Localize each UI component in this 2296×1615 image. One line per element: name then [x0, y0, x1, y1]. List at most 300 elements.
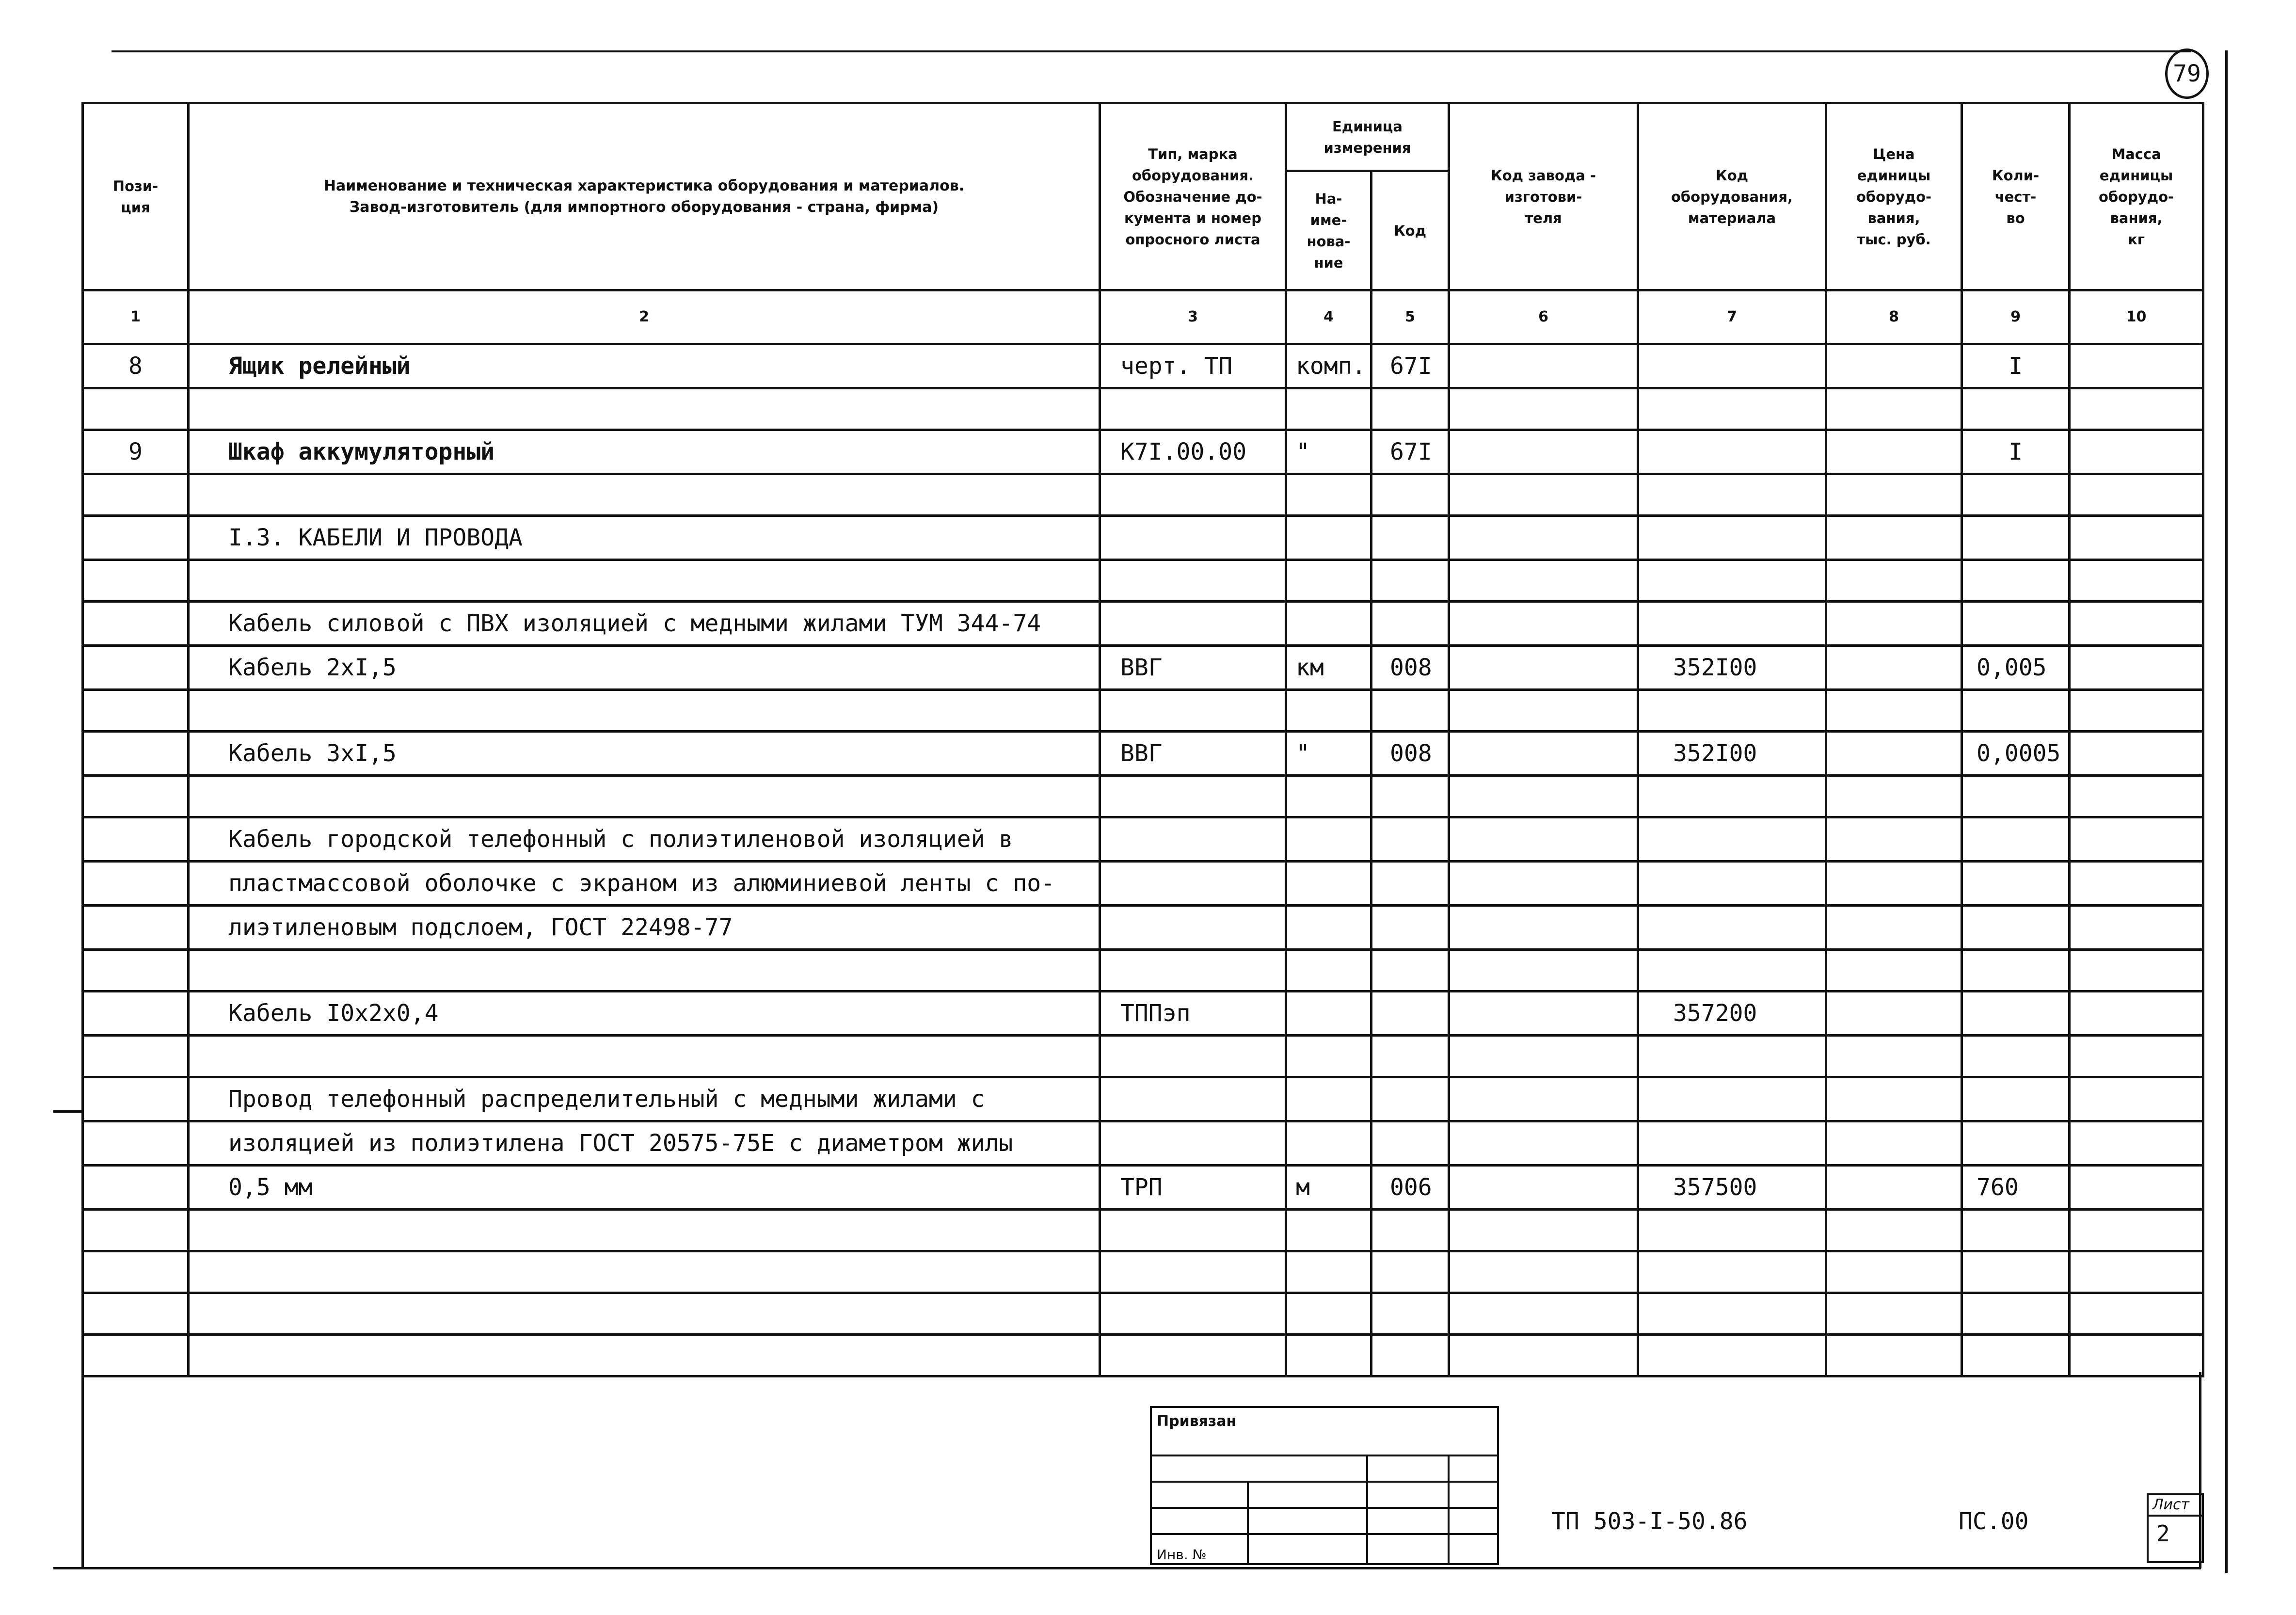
cell-maker-code — [1449, 862, 1638, 906]
table-row — [83, 1335, 2203, 1376]
cell-position — [83, 732, 189, 776]
cell-position — [83, 817, 189, 862]
cell-maker-code — [1449, 1293, 1638, 1335]
cell-unit-name — [1286, 1293, 1371, 1335]
cell-name: Кабель I0х2х0,4 — [189, 991, 1100, 1036]
cell-mass — [2070, 776, 2203, 817]
cell-maker-code — [1449, 344, 1638, 388]
cell-maker-code — [1449, 1121, 1638, 1166]
table-row — [83, 474, 2203, 516]
cell-quantity — [1962, 1335, 2070, 1376]
cell-unit-name — [1286, 950, 1371, 991]
cell-mass — [2070, 991, 2203, 1036]
cell-maker-code — [1449, 1077, 1638, 1121]
cell-mass — [2070, 1293, 2203, 1335]
cell-price — [1826, 602, 1962, 646]
table-row — [83, 906, 2203, 950]
cell-unit-code — [1371, 690, 1449, 732]
cell-quantity — [1962, 906, 2070, 950]
cell-type — [1100, 1121, 1286, 1166]
cell-price — [1826, 862, 1962, 906]
cell-unit-name — [1286, 817, 1371, 862]
cell-quantity — [1962, 1077, 2070, 1121]
cell-quantity: 760 — [1962, 1166, 2070, 1210]
table-row — [83, 1251, 2203, 1293]
cell-type: ВВГ — [1100, 732, 1286, 776]
cell-maker-code — [1449, 776, 1638, 817]
cell-unit-name — [1286, 690, 1371, 732]
header-quantity: Коли- чест- во — [1962, 103, 2070, 290]
cell-material-code — [1638, 1210, 1826, 1251]
cell-price — [1826, 1166, 1962, 1210]
cell-maker-code — [1449, 1210, 1638, 1251]
cell-position — [83, 1121, 189, 1166]
cell-position — [83, 1293, 189, 1335]
cell-price — [1826, 690, 1962, 732]
cell-name — [189, 1210, 1100, 1251]
cell-unit-name: км — [1286, 646, 1371, 690]
table-row — [83, 690, 2203, 732]
cell-name: Провод телефонный распределительный с медными жилами с — [189, 1077, 1100, 1121]
cell-unit-code — [1371, 991, 1449, 1036]
cell-material-code — [1638, 817, 1826, 862]
cell-unit-code — [1371, 817, 1449, 862]
cell-maker-code — [1449, 906, 1638, 950]
cell-type: ВВГ — [1100, 646, 1286, 690]
cell-unit-code — [1371, 906, 1449, 950]
cell-mass — [2070, 950, 2203, 991]
cell-maker-code — [1449, 950, 1638, 991]
cell-quantity: I — [1962, 344, 2070, 388]
specification-rows — [83, 344, 2203, 1376]
cell-mass — [2070, 344, 2203, 388]
cell-type — [1100, 862, 1286, 906]
page-number-badge — [2165, 48, 2209, 99]
cell-position — [83, 1335, 189, 1376]
cell-price — [1826, 646, 1962, 690]
cell-unit-code — [1371, 602, 1449, 646]
cell-price — [1826, 430, 1962, 474]
cell-type — [1100, 906, 1286, 950]
cell-material-code — [1638, 690, 1826, 732]
cell-unit-code — [1371, 1036, 1449, 1077]
cell-unit-name: " — [1286, 732, 1371, 776]
cell-name — [189, 474, 1100, 516]
cell-type: К7I.00.00 — [1100, 430, 1286, 474]
cell-unit-code — [1371, 1210, 1449, 1251]
cell-material-code — [1638, 1121, 1826, 1166]
cell-position: 9 — [83, 430, 189, 474]
cell-maker-code — [1449, 1251, 1638, 1293]
cell-position — [83, 950, 189, 991]
cell-mass — [2070, 560, 2203, 602]
cell-name — [189, 690, 1100, 732]
sheet-number: 2 — [2156, 1520, 2170, 1547]
cell-quantity: 0,005 — [1962, 646, 2070, 690]
header-price: Цена единицы оборудо- вания, тыс. руб. — [1826, 103, 1962, 290]
cell-unit-code: 67I — [1371, 344, 1449, 388]
cell-name — [189, 776, 1100, 817]
cell-quantity: I — [1962, 430, 2070, 474]
sheet-label: Лист — [2152, 1496, 2190, 1513]
cell-maker-code — [1449, 732, 1638, 776]
cell-name: Кабель силовой с ПВХ изоляцией с медными жилами ТУМ 344-74 — [189, 602, 1100, 646]
cell-mass — [2070, 430, 2203, 474]
cell-material-code — [1638, 906, 1826, 950]
cell-mass — [2070, 646, 2203, 690]
page-number: 79 — [2173, 60, 2201, 87]
cell-unit-name — [1286, 388, 1371, 430]
column-number: 4 — [1286, 290, 1371, 344]
cell-maker-code — [1449, 646, 1638, 690]
cell-name — [189, 950, 1100, 991]
cell-maker-code — [1449, 991, 1638, 1036]
cell-unit-code — [1371, 560, 1449, 602]
cell-unit-name: комп. — [1286, 344, 1371, 388]
table-row — [83, 388, 2203, 430]
table-row — [83, 1210, 2203, 1251]
cell-price — [1826, 732, 1962, 776]
cell-unit-name — [1286, 560, 1371, 602]
cell-maker-code — [1449, 560, 1638, 602]
cell-mass — [2070, 516, 2203, 560]
lower-left-frame-line — [81, 1372, 84, 1568]
cell-name: Кабель городской телефонный с полиэтиленовой изоляцией в — [189, 817, 1100, 862]
cell-name: Ящик релейный — [189, 344, 1100, 388]
cell-material-code — [1638, 344, 1826, 388]
approval-stamp — [1150, 1406, 1499, 1565]
cell-price — [1826, 1077, 1962, 1121]
cell-quantity — [1962, 516, 2070, 560]
cell-position — [83, 1077, 189, 1121]
right-frame-line — [2225, 50, 2228, 1573]
cell-type — [1100, 516, 1286, 560]
cell-material-code — [1638, 430, 1826, 474]
cell-unit-code: 008 — [1371, 732, 1449, 776]
cell-unit-name — [1286, 1077, 1371, 1121]
cell-mass — [2070, 1121, 2203, 1166]
header-maker-code: Код завода - изготови- теля — [1449, 103, 1638, 290]
cell-material-code — [1638, 602, 1826, 646]
cell-mass — [2070, 1036, 2203, 1077]
cell-material-code — [1638, 474, 1826, 516]
table-row — [83, 646, 2203, 690]
column-number: 5 — [1371, 290, 1449, 344]
cell-position — [83, 862, 189, 906]
cell-unit-name — [1286, 991, 1371, 1036]
table-row — [83, 732, 2203, 776]
column-number: 1 — [83, 290, 189, 344]
table-row — [83, 776, 2203, 817]
cell-position — [83, 776, 189, 817]
cell-name — [189, 560, 1100, 602]
column-number: 3 — [1100, 290, 1286, 344]
cell-quantity: 0,0005 — [1962, 732, 2070, 776]
cell-unit-code — [1371, 388, 1449, 430]
cell-position — [83, 1210, 189, 1251]
cell-unit-code — [1371, 1293, 1449, 1335]
cell-type — [1100, 1077, 1286, 1121]
table-row — [83, 1293, 2203, 1335]
cell-position — [83, 646, 189, 690]
cell-price — [1826, 991, 1962, 1036]
column-number: 9 — [1962, 290, 2070, 344]
cell-maker-code — [1449, 516, 1638, 560]
header-type: Тип, марка оборудования. Обозначение до- кумента и номер опросного листа — [1100, 103, 1286, 290]
table-row — [83, 817, 2203, 862]
header-unit-code: Код — [1371, 171, 1449, 290]
cell-material-code — [1638, 1335, 1826, 1376]
table-row — [83, 1036, 2203, 1077]
cell-mass — [2070, 602, 2203, 646]
cell-type: черт. ТП — [1100, 344, 1286, 388]
cell-type — [1100, 950, 1286, 991]
cell-maker-code — [1449, 388, 1638, 430]
cell-type — [1100, 776, 1286, 817]
cell-unit-code: 008 — [1371, 646, 1449, 690]
cell-quantity — [1962, 602, 2070, 646]
cell-position — [83, 991, 189, 1036]
cell-price — [1826, 560, 1962, 602]
cell-material-code — [1638, 1251, 1826, 1293]
cell-quantity — [1962, 388, 2070, 430]
table-row — [83, 602, 2203, 646]
cell-maker-code — [1449, 1166, 1638, 1210]
cell-maker-code — [1449, 430, 1638, 474]
table-row — [83, 516, 2203, 560]
cell-material-code — [1638, 1036, 1826, 1077]
cell-unit-code: 006 — [1371, 1166, 1449, 1210]
table-row — [83, 344, 2203, 388]
cell-name: лиэтиленовым подслоем, ГОСТ 22498-77 — [189, 906, 1100, 950]
cell-unit-code: 67I — [1371, 430, 1449, 474]
cell-material-code — [1638, 950, 1826, 991]
cell-quantity — [1962, 1293, 2070, 1335]
header-name: Наименование и техническая характеристика оборудования и материалов. Завод-изготовитель (для импортного оборудования - страна, фирма) — [189, 103, 1100, 290]
cell-maker-code — [1449, 602, 1638, 646]
cell-material-code: 357200 — [1638, 991, 1826, 1036]
cell-position — [83, 602, 189, 646]
cell-unit-code — [1371, 1335, 1449, 1376]
cell-position — [83, 690, 189, 732]
cell-material-code — [1638, 1293, 1826, 1335]
cell-unit-code — [1371, 862, 1449, 906]
cell-unit-name: " — [1286, 430, 1371, 474]
cell-mass — [2070, 862, 2203, 906]
column-number: 6 — [1449, 290, 1638, 344]
cell-mass — [2070, 906, 2203, 950]
table-row — [83, 560, 2203, 602]
cell-quantity — [1962, 1251, 2070, 1293]
column-number: 10 — [2070, 290, 2203, 344]
column-number: 7 — [1638, 290, 1826, 344]
table-row — [83, 1121, 2203, 1166]
cell-quantity — [1962, 690, 2070, 732]
cell-material-code: 357500 — [1638, 1166, 1826, 1210]
cell-mass — [2070, 1077, 2203, 1121]
cell-price — [1826, 776, 1962, 817]
bottom-frame-line — [53, 1567, 2201, 1569]
cell-name: Кабель 2хI,5 — [189, 646, 1100, 690]
cell-name: I.3. КАБЕЛИ И ПРОВОДА — [189, 516, 1100, 560]
cell-material-code — [1638, 862, 1826, 906]
cell-unit-name — [1286, 1335, 1371, 1376]
cell-unit-code — [1371, 474, 1449, 516]
cell-unit-code — [1371, 950, 1449, 991]
cell-position — [83, 388, 189, 430]
cell-material-code — [1638, 776, 1826, 817]
cell-type — [1100, 602, 1286, 646]
cell-type — [1100, 1335, 1286, 1376]
cell-price — [1826, 906, 1962, 950]
cell-mass — [2070, 732, 2203, 776]
cell-price — [1826, 516, 1962, 560]
cell-unit-name — [1286, 1036, 1371, 1077]
cell-position — [83, 1251, 189, 1293]
cell-mass — [2070, 690, 2203, 732]
cell-material-code: 352I00 — [1638, 646, 1826, 690]
cell-price — [1826, 344, 1962, 388]
cell-unit-name — [1286, 516, 1371, 560]
cell-type — [1100, 1293, 1286, 1335]
top-dashed-rule — [112, 50, 2191, 52]
cell-mass — [2070, 1251, 2203, 1293]
cell-unit-name — [1286, 602, 1371, 646]
cell-type — [1100, 474, 1286, 516]
cell-unit-code — [1371, 516, 1449, 560]
cell-unit-code — [1371, 776, 1449, 817]
cell-quantity — [1962, 474, 2070, 516]
header-unit-group: Единица измерения — [1286, 103, 1449, 171]
cell-name — [189, 1036, 1100, 1077]
sheet-number-box — [2147, 1493, 2204, 1563]
cell-name — [189, 1251, 1100, 1293]
cell-maker-code — [1449, 474, 1638, 516]
cell-maker-code — [1449, 1335, 1638, 1376]
cell-name: 0,5 мм — [189, 1166, 1100, 1210]
cell-price — [1826, 1121, 1962, 1166]
cell-price — [1826, 1293, 1962, 1335]
cell-mass — [2070, 388, 2203, 430]
cell-quantity — [1962, 817, 2070, 862]
cell-unit-code — [1371, 1251, 1449, 1293]
cell-type — [1100, 388, 1286, 430]
cell-quantity — [1962, 862, 2070, 906]
cell-material-code — [1638, 1077, 1826, 1121]
header-position: Пози- ция — [83, 103, 189, 290]
cell-name: Шкаф аккумуляторный — [189, 430, 1100, 474]
cell-position — [83, 1166, 189, 1210]
cell-unit-name — [1286, 776, 1371, 817]
cell-unit-code — [1371, 1121, 1449, 1166]
cell-position — [83, 1036, 189, 1077]
cell-name: изоляцией из полиэтилена ГОСТ 20575-75Е с диаметром жилы — [189, 1121, 1100, 1166]
cell-mass — [2070, 1166, 2203, 1210]
cell-type — [1100, 1251, 1286, 1293]
column-number-row — [83, 290, 2203, 344]
table-row — [83, 950, 2203, 991]
document-code: ТП 503-I-50.86 — [1551, 1508, 1748, 1535]
specification-table — [81, 102, 2204, 1377]
cell-position — [83, 516, 189, 560]
cell-name: пластмассовой оболочке с экраном из алюминиевой ленты с по- — [189, 862, 1100, 906]
cell-price — [1826, 1036, 1962, 1077]
cell-unit-name — [1286, 1121, 1371, 1166]
cell-material-code — [1638, 516, 1826, 560]
table-row — [83, 430, 2203, 474]
cell-unit-name — [1286, 1251, 1371, 1293]
cell-mass — [2070, 474, 2203, 516]
cell-quantity — [1962, 1210, 2070, 1251]
cell-type: ТРП — [1100, 1166, 1286, 1210]
cell-material-code — [1638, 388, 1826, 430]
cell-position: 8 — [83, 344, 189, 388]
cell-quantity — [1962, 1121, 2070, 1166]
cell-material-code: 352I00 — [1638, 732, 1826, 776]
cell-material-code — [1638, 560, 1826, 602]
cell-type — [1100, 1036, 1286, 1077]
table-row — [83, 1166, 2203, 1210]
cell-price — [1826, 950, 1962, 991]
cell-maker-code — [1449, 690, 1638, 732]
cell-position — [83, 906, 189, 950]
cell-price — [1826, 474, 1962, 516]
cell-mass — [2070, 817, 2203, 862]
stamp-label: Привязан — [1157, 1413, 1237, 1430]
cell-type — [1100, 1210, 1286, 1251]
cell-quantity — [1962, 1036, 2070, 1077]
cell-type: ТППэп — [1100, 991, 1286, 1036]
table-row — [83, 1077, 2203, 1121]
sheet-code: ПС.00 — [1959, 1508, 2029, 1535]
cell-mass — [2070, 1210, 2203, 1251]
cell-price — [1826, 817, 1962, 862]
cell-unit-name — [1286, 474, 1371, 516]
cell-unit-code — [1371, 1077, 1449, 1121]
cell-unit-name: м — [1286, 1166, 1371, 1210]
margin-tick — [53, 1110, 82, 1113]
cell-quantity — [1962, 776, 2070, 817]
cell-position — [83, 474, 189, 516]
cell-quantity — [1962, 950, 2070, 991]
cell-name — [189, 1335, 1100, 1376]
cell-quantity — [1962, 991, 2070, 1036]
table-row — [83, 991, 2203, 1036]
cell-price — [1826, 1335, 1962, 1376]
cell-price — [1826, 388, 1962, 430]
column-number: 2 — [189, 290, 1100, 344]
cell-unit-name — [1286, 1210, 1371, 1251]
cell-type — [1100, 560, 1286, 602]
cell-type — [1100, 690, 1286, 732]
cell-unit-name — [1286, 862, 1371, 906]
header-mass: Масса единицы оборудо- вания, кг — [2070, 103, 2203, 290]
cell-name — [189, 1293, 1100, 1335]
cell-name — [189, 388, 1100, 430]
inventory-label: Инв. № — [1157, 1547, 1207, 1563]
cell-name: Кабель 3хI,5 — [189, 732, 1100, 776]
cell-position — [83, 560, 189, 602]
cell-quantity — [1962, 560, 2070, 602]
cell-price — [1826, 1210, 1962, 1251]
cell-type — [1100, 817, 1286, 862]
table-row — [83, 862, 2203, 906]
cell-unit-name — [1286, 906, 1371, 950]
cell-maker-code — [1449, 1036, 1638, 1077]
cell-mass — [2070, 1335, 2203, 1376]
header-unit-name: На- име- нова- ние — [1286, 171, 1371, 290]
cell-price — [1826, 1251, 1962, 1293]
